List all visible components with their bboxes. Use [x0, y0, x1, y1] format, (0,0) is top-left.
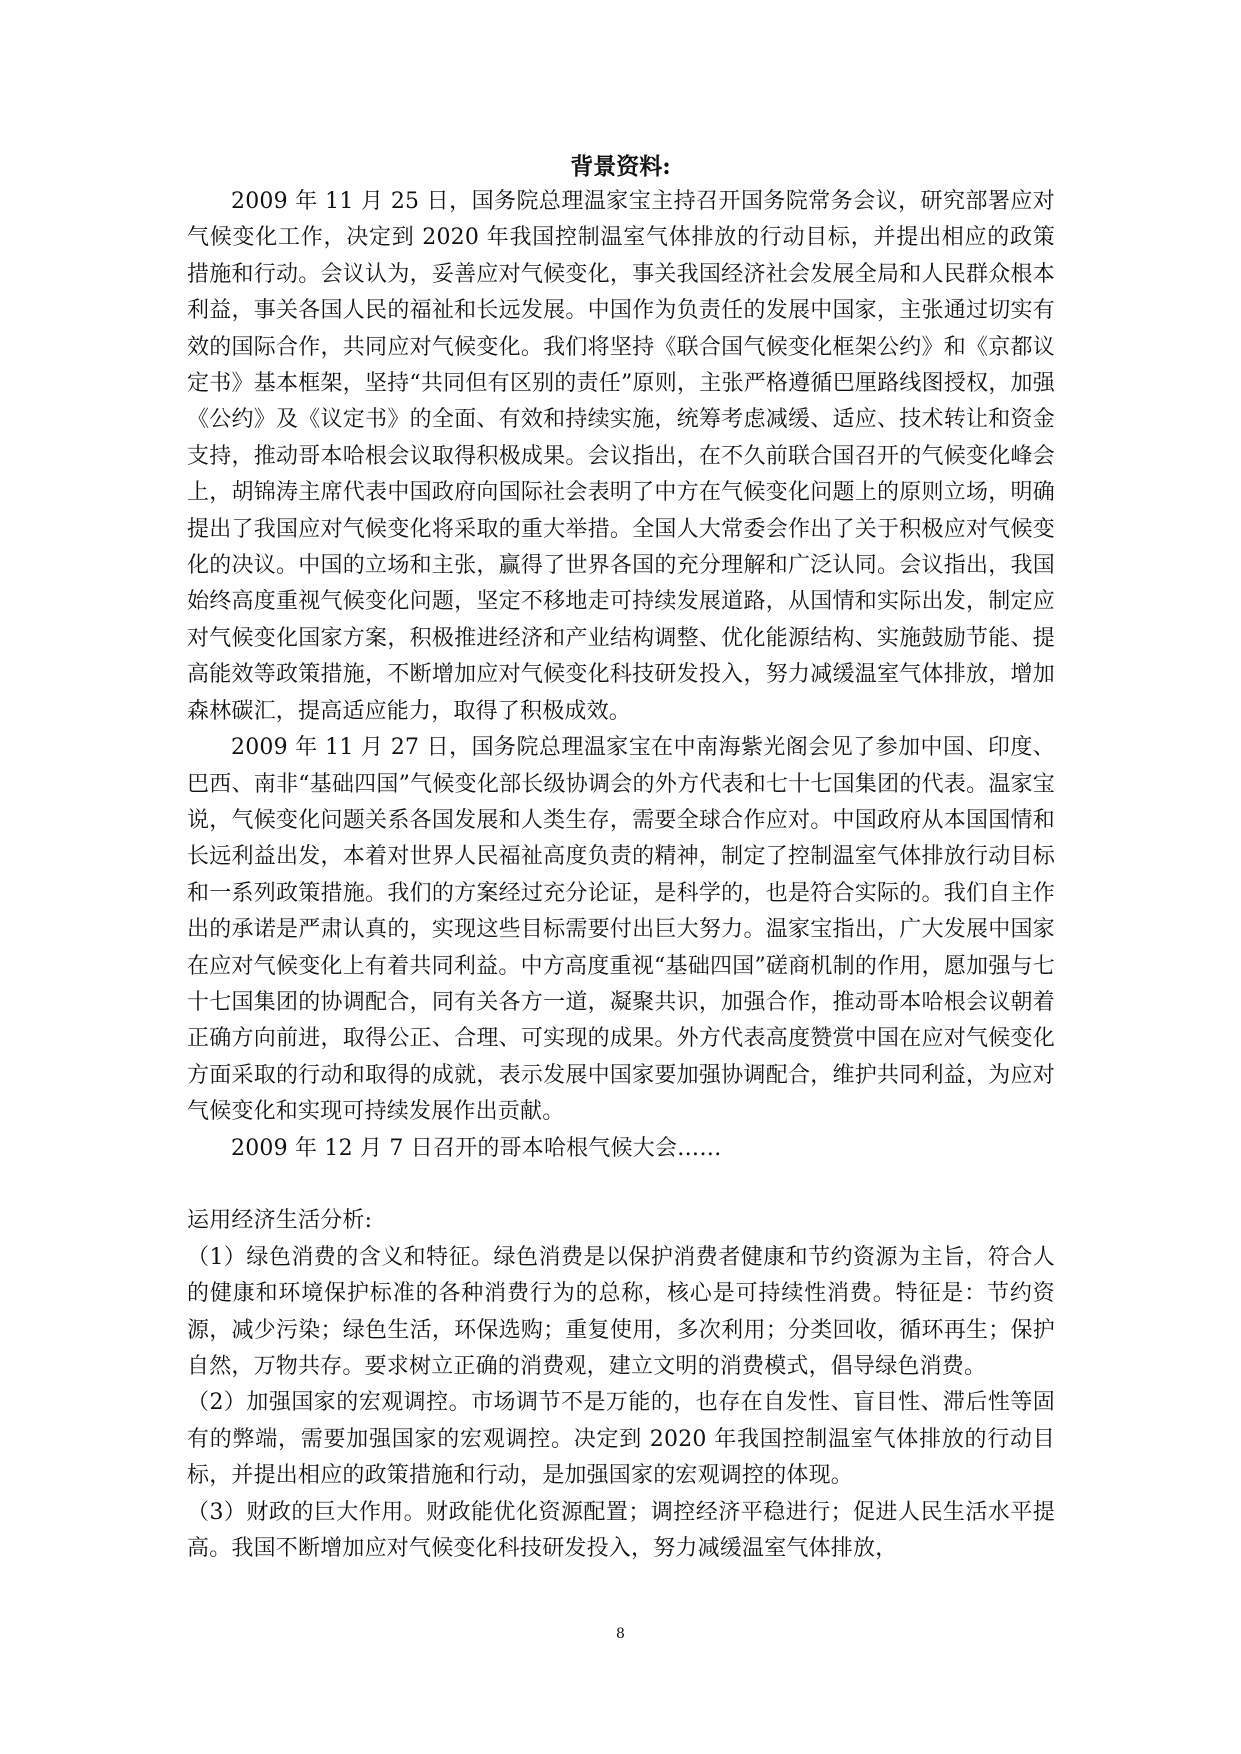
background-paragraph-2: 2009 年 11 月 27 日，国务院总理温家宝在中南海紫光阁会见了参加中国、印度、巴西、南非“基础四国”气候变化部长级协调会的外方代表和七十七国集团的代表。温家宝说，气候变化问题关系各国发展和人类生存，需要全球合作应对。中国政府从本国国情和长远利益出发，本着对世界人民福祉高度负责的精神，制定了控制温室气体排放行动目标和一系列政策措施。我们的方案经过充分论证，是科学的，也是符合实际的。我们自主作出的承诺是严肃认真的，实现这些目标需要付出巨大努力。温家宝指出，广大发展中国家在应对气候变化上有着共同利益。中方高度重视“基础四国”磋商机制的作用，愿加强与七十七国集团的协调配合，同有关各方一道，凝聚共识，加强合作，推动哥本哈根会议朝着正确方向前进，取得公正、合理、可实现的成果。外方代表高度赞赏中国在应对气候变化方面采取的行动和取得的成就，表示发展中国家要加强协调配合，维护共同利益，为应对气候变化和实现可持续发展作出贡献。 [187, 735, 1055, 1125]
analysis-point-1: （1）绿色消费的含义和特征。绿色消费是以保护消费者健康和节约资源为主旨，符合人的健康和环境保护标准的各种消费行为的总称，核心是可持续性消费。特征是：节约资源，减少污染；绿色生活，环保选购；重复使用，多次利用；分类回收，循环再生；保护自然，万物共存。要求树立正确的消费观，建立文明的消费模式，倡导绿色消费。 [187, 1244, 1055, 1379]
analysis-point-2: （2）加强国家的宏观调控。市场调节不是万能的，也存在自发性、盲目性、滞后性等固有的弊端，需要加强国家的宏观调控。决定到 2020 年我国控制温室气体排放的行动目标，并提出相应的政策措施和行动，是加强国家的宏观调控的体现。 [187, 1390, 1055, 1489]
analysis-point-3: （3）财政的巨大作用。财政能优化资源配置；调控经济平稳进行；促进人民生活水平提高。我国不断增加应对气候变化科技研发投入，努力减缓温室气体排放， [187, 1499, 1055, 1562]
background-paragraph-3: 2009 年 12 月 7 日召开的哥本哈根气候大会…… [231, 1135, 722, 1161]
blank-line [187, 1167, 1055, 1203]
document-body [187, 184, 1055, 1567]
page-number: 8 [616, 1626, 625, 1642]
background-paragraph-1: 2009 年 11 月 25 日，国务院总理温家宝主持召开国务院常务会议，研究部署应对气候变化工作，决定到 2020 年我国控制温室气体排放的行动目标，并提出相应的政策措施和行动。会议认为，妥善应对气候变化，事关我国经济社会发展全局和人民群众根本利益，事关各国人民的福祉和长远发展。中国作为负责任的发展中国家，主张通过切实有效的国际合作，共同应对气候变化。我们将坚持《联合国气候变化框架公约》和《京都议定书》基本框架，坚持“共同但有区别的责任”原则，主张严格遵循巴厘路线图授权，加强《公约》及《议定书》的全面、有效和持续实施，统筹考虑减缓、适应、技术转让和资金支持，推动哥本哈根会议取得积极成果。会议指出，在不久前联合国召开的气候变化峰会上，胡锦涛主席代表中国政府向国际社会表明了中方在气候变化问题上的原则立场，明确提出了我国应对气候变化将采取的重大举措。全国人大常委会作出了关于积极应对气候变化的决议。中国的立场和主张，赢得了世界各国的充分理解和广泛认同。会议指出，我国始终高度重视气候变化问题，坚定不移地走可持续发展道路，从国情和实际出发，制定应对气候变化国家方案，积极推进经济和产业结构调整、优化能源结构、实施鼓励节能、提高能效等政策措施，不断增加应对气候变化科技研发投入，努力减缓温室气体排放，增加森林碳汇，提高适应能力，取得了积极成效。 [187, 189, 1055, 724]
page-title: 背景资料: [570, 153, 671, 180]
analysis-heading: 运用经济生活分析: [187, 1208, 373, 1234]
